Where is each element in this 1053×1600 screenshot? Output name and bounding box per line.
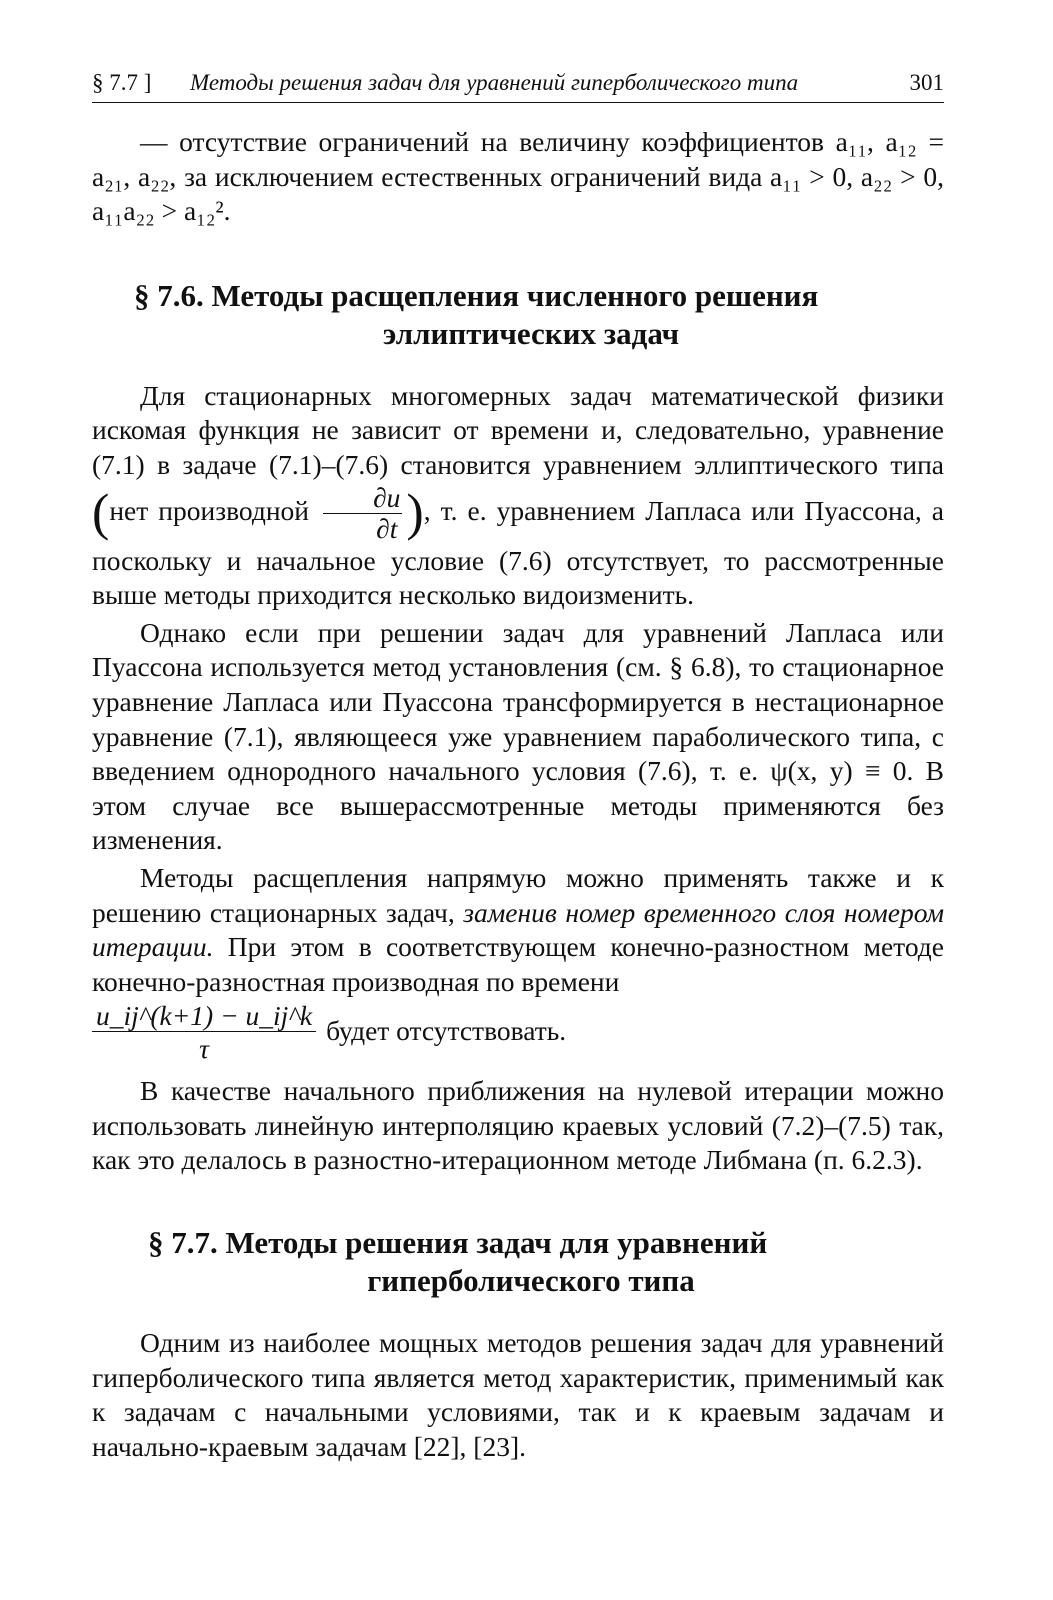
section-7-6-title-line1: Методы расщепления численного решения	[211, 277, 819, 313]
s77-paragraph-1: Одним из наиболее мощных методов решения задач для уравнений гиперболического типа является метод характеристик, применимый как к задачам с начальными условиями, так и к краевым задачам и начально-краевым задачам [22], [23].	[92, 1327, 944, 1462]
s76-p1-paren-text: нет производной	[109, 494, 310, 526]
difference-quotient-line	[92, 1001, 944, 1066]
s76-paragraph-4: В качестве начального приближения на нулевой итерации можно использовать линейную интерполяцию краевых условий (7.2)–(7.5) так, как это делалось в разностно-итерационном методе Либмана (п. 6.2.3).	[92, 1075, 944, 1176]
s76-p1-after: , т. е. уравнением Лапласа или Пуассона, а поскольку и начальное условие (7.6) отсутствует, то рассмотренные выше методы приходится несколько видоизменить.	[92, 494, 945, 611]
section-7-7-title-line1: Методы решения задач для уравнений	[225, 1225, 768, 1261]
running-head-title: Методы решения задач для уравнений гиперболического типа	[190, 70, 799, 95]
s76-paragraph-2: Однако если при решении задач для уравнений Лапласа или Пуассона используется метод установления (см. § 6.8), то стационарное уравнение Лапласа или Пуассона трансформируется в нестационарное уравнение (7.1), являющееся уже уравнением параболического типа, с введением однородного начального условия (7.6), т. е. ψ(x, y) ≡ 0. В этом случае все вышерассмотренные методы применяются без изменения.	[92, 616, 944, 856]
s76-paragraph-3	[92, 861, 944, 999]
difference-quotient-fraction	[92, 1001, 316, 1066]
book-page	[92, 68, 944, 1464]
section-7-7-number: § 7.7.	[148, 1225, 218, 1261]
s76-p1-before: Для стационарных многомерных задач математической физики искомая функция не зависит от времени и, следовательно, уравнение (7.1) в задаче (7.1)–(7.6) становится уравнением эллиптического типа	[92, 379, 944, 480]
s76-paragraph-1: Для стационарных многомерных задач математической физики искомая функция не зависит от времени и, следовательно, уравнение (7.1) в задаче (7.1)–(7.6) становится уравнением эллиптического типа (нет производной $\frac{\partial u}{\partial t}$ ), т. е. уравнением Лапласа или Пуассона, а поскольку и начальное условие (7.6) отсутствует, то рассмотренные выше методы приходится несколько видоизменить.	[92, 379, 945, 611]
s76-p3-before: Методы расщепления напрямую можно применять также и к решению стационарных задач,	[92, 861, 944, 928]
s76-p3-after: При этом в соответствующем конечно-разностном методе конечно-разностная производная по времени	[92, 931, 944, 997]
section-7-6-number: § 7.6.	[134, 277, 204, 313]
fraction-denominator: ∂t	[376, 512, 398, 544]
section-7-6-title-line2: эллиптических задач	[382, 315, 680, 351]
section-7-7-heading	[92, 1224, 944, 1300]
page-number: 301	[909, 70, 944, 95]
difference-quotient-denominator: τ	[199, 1033, 209, 1065]
section-7-6-heading	[92, 277, 944, 353]
section-7-7-title-line2: гиперболического типа	[367, 1263, 695, 1299]
running-head-section: § 7.7 ]	[92, 70, 152, 95]
intro-paragraph: — отсутствие ограничений на величину коэффициентов a₁₁, a₁₂ = a₂₁, a₂₂, за исключением естественных ограничений вида a₁₁ > 0, a₂₂ > 0, a₁₁a₂₂ > a₁₂².	[92, 126, 944, 227]
partial-derivative-fraction	[323, 483, 402, 544]
s76-p3-italic: заменив номер временного слоя номером итерации.	[92, 896, 944, 963]
s76-p3-end: будет отсутствовать.	[326, 1015, 567, 1047]
fraction-numerator: ∂u	[373, 481, 401, 513]
difference-quotient-numerator: u_ij^(k+1) − u_ij^k	[96, 1000, 313, 1032]
running-head	[92, 68, 944, 103]
